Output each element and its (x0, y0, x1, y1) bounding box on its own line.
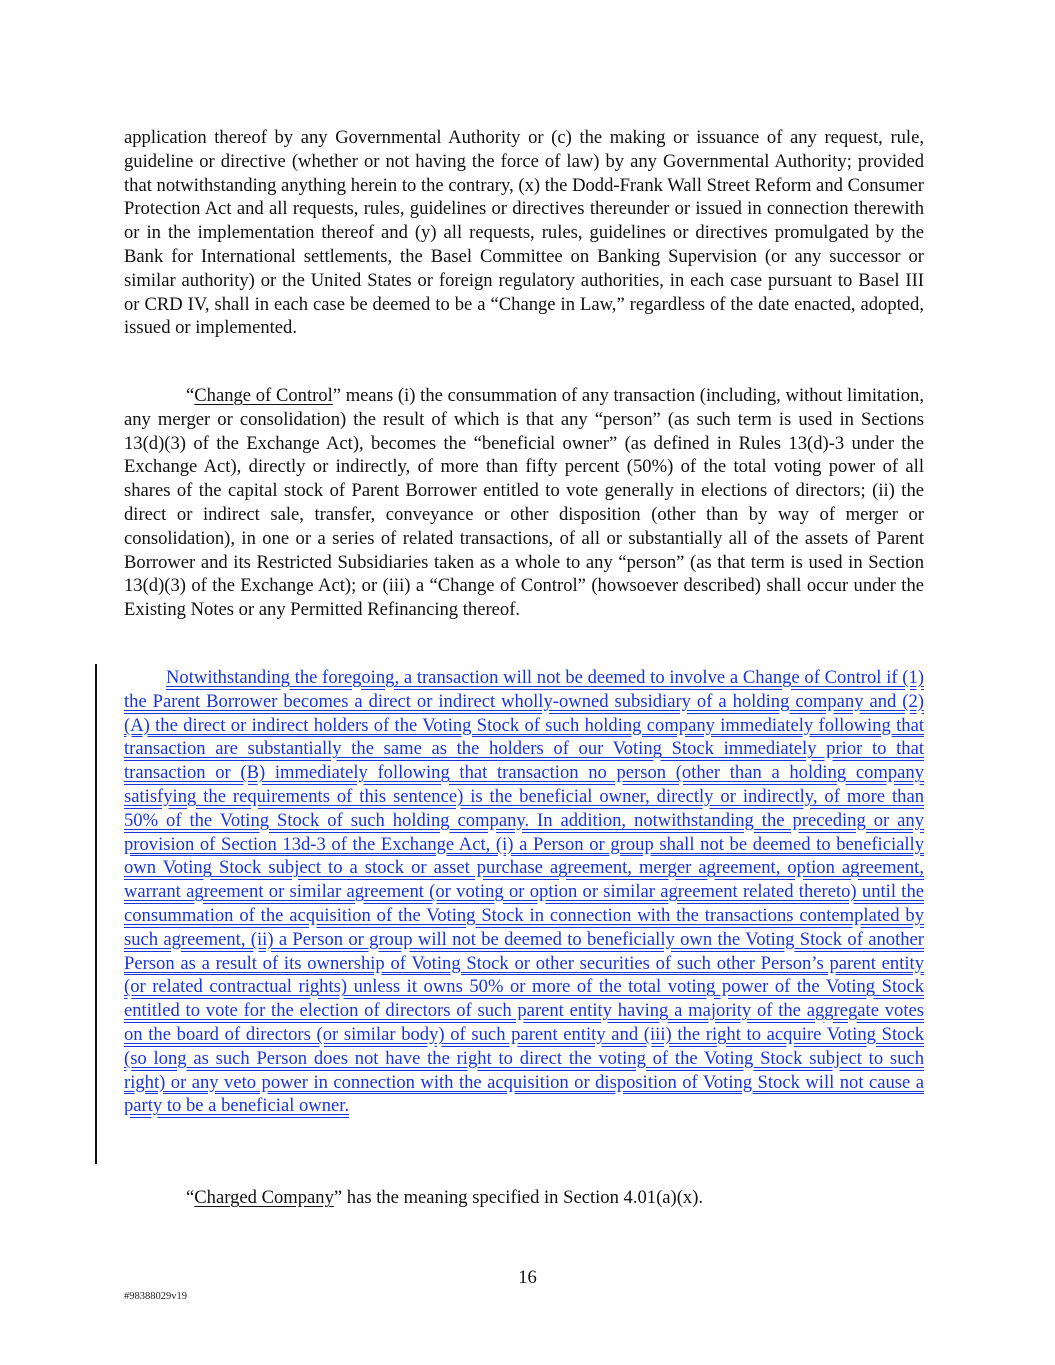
document-id: #98388029v19 (124, 1291, 187, 1302)
definition-text: ” has the meaning specified in Section 4.01(a)(x). (333, 1187, 704, 1208)
inserted-revision-paragraph (124, 666, 924, 1118)
change-in-law-paragraph: application thereof by any Governmental Authority or (c) the making or issuance of any request, rule, guideline or directive (whether or not having the force of law) by any Governmental Authority; provided that notwithstanding anything herein to the contrary, (x) the Dodd-Frank Wall Street Reform and Consumer Protection Act and all requests, rules, guidelines or directives thereunder or issued in connection therewith or in the implementation thereof and (y) all requests, rules, guidelines or directives promulgated by the Bank for International settlements, the Basel Committee on Banking Supervision (or any successor or similar authority) or the United States or foreign regulatory authorities, in each case pursuant to Basel III or CRD IV, shall in each case be deemed to be a “Change in Law,” regardless of the date enacted, adopted, issued or implemented. (124, 127, 924, 339)
page-number: 16 (518, 1267, 537, 1288)
change-of-control-paragraph (124, 384, 924, 622)
revision-change-bar (95, 664, 97, 1164)
defined-term-charged-company: Charged Company (194, 1187, 334, 1208)
open-quote: “ (186, 385, 195, 406)
open-quote: “ (186, 1187, 195, 1208)
charged-company-paragraph (124, 1186, 924, 1210)
inserted-text: Notwithstanding the foregoing, a transaction will not be deemed to involve a Change of Control if (1) the Parent Borrower becomes a direct or indirect wholly-owned subsidiary of a holding company and (2)(A) the direct or indirect holders of the Voting Stock of such holding company immediately following that transaction are substantially the same as the holders of our Voting Stock immediately prior to that transaction or (B) immediately following that transaction no person (other than a holding company satisfying the requirements of this sentence) is the beneficial owner, directly or indirectly, of more than 50% of the Voting Stock of such holding company. In addition, notwithstanding the preceding or any provision of Section 13d-3 of the Exchange Act, (i) a Person or group shall not be deemed to beneficially own Voting Stock subject to a stock or asset purchase agreement, merger agreement, option agreement, warrant agreement or similar agreement (or voting or option or similar agreement related thereto) until the consummation of the acquisition of the Voting Stock in connection with the transactions contemplated by such agreement, (ii) a Person or group will not be deemed to beneficially own the Voting Stock of another Person as a result of its ownership of Voting Stock or other securities of such other Person’s parent entity (or related contractual rights) unless it owns 50% or more of the total voting power of the Voting Stock entitled to vote for the election of directors of such parent entity having a majority of the aggregate votes on the board of directors (or similar body) of such parent entity and (iii) the right to acquire Voting Stock (so long as such Person does not have the right to direct the voting of the Voting Stock subject to such right) or any veto power in connection with the acquisition or disposition of Voting Stock will not cause a party to be a beneficial owner. (124, 667, 924, 1117)
defined-term-change-of-control: Change of Control (194, 385, 333, 406)
definition-text: ” means (i) the consummation of any transaction (including, without limitation, any merger or consolidation) the result of which is that any “person” (as such term is used in Sections 13(d)(3) of the Exchange Act), becomes the “beneficial owner” (as defined in Rules 13(d)-3 under the Exchange Act), directly or indirectly, of more than fifty percent (50%) of the total voting power of all shares of the capital stock of Parent Borrower entitled to vote generally in elections of directors; (ii) the direct or indirect sale, transfer, conveyance or other disposition (other than by way of merger or consolidation), in one or a series of related transactions, of all or substantially all of the assets of Parent Borrower and its Restricted Subsidiaries taken as a whole to any “person” (as that term is used in Section 13(d)(3) of the Exchange Act); or (iii) a “Change of Control” (howsoever described) shall occur under the Existing Notes or any Permitted Refinancing thereof. (124, 385, 924, 621)
